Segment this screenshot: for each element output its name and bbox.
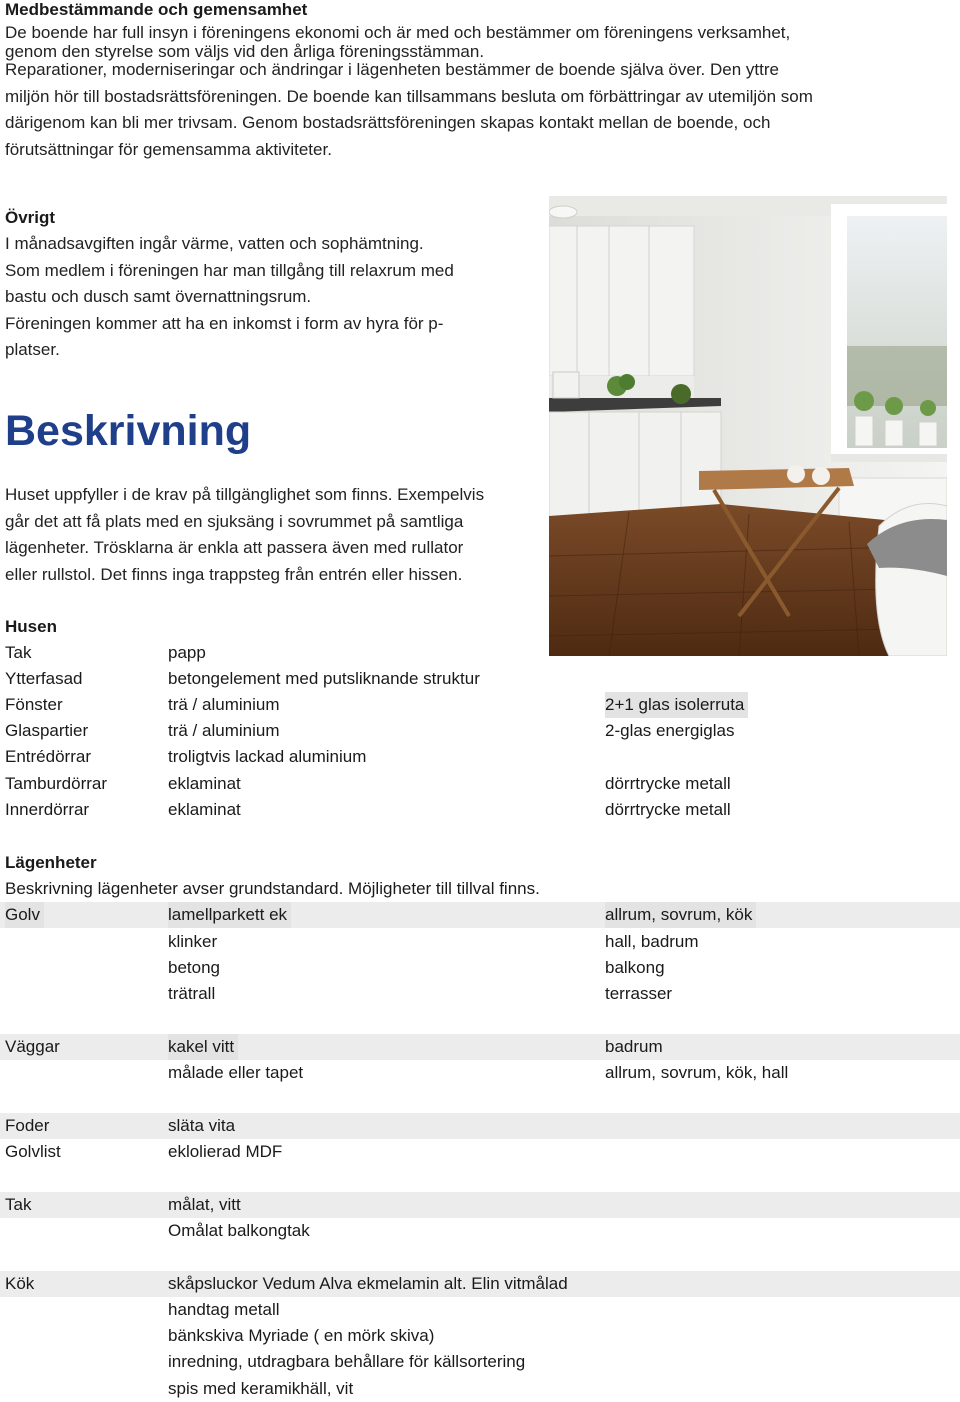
lag-row [0, 955, 960, 981]
text-line: bastu och dusch samt övernattningsrum. [5, 287, 312, 306]
husen-cell-c2: trä / aluminium [168, 695, 280, 714]
lag-cell-c3: balkong [605, 958, 665, 977]
lag-cell-c2: skåpsluckor Vedum Alva ekmelamin alt. Elin vitmålad [168, 1274, 568, 1293]
lag-cell-c3: badrum [605, 1037, 663, 1056]
husen-cell-c1: Glaspartier [5, 721, 89, 740]
text-line: eller rullstol. Det finns inga trappsteg från entrén eller hissen. [5, 564, 463, 584]
lag-cell-c1: Tak [5, 1195, 32, 1214]
husen-cell-c2: papp [168, 643, 206, 662]
beskrivning-text [5, 482, 484, 588]
husen-row [0, 771, 960, 797]
text-line: lägenheter. Trösklarna är enkla att passera även med rullator [5, 538, 464, 557]
husen-cell-c1: Ytterfasad [5, 669, 83, 688]
lagenheter-intro: Beskrivning lägenheter avser grundstandard. Möjligheter till tillval finns. [5, 879, 540, 898]
husen-row [0, 640, 960, 666]
section-heading-lagenheter: Lägenheter [5, 853, 97, 872]
husen-row [0, 666, 960, 692]
husen-cell-c1: Innerdörrar [5, 800, 90, 819]
husen-cell-c2: eklaminat [168, 800, 241, 819]
lag-cell-c2: kakel vitt [168, 1034, 238, 1060]
lag-cell-c1: Foder [5, 1116, 50, 1135]
lag-cell-c2: inredning, utdragbara behållare för källsortering [168, 1352, 526, 1371]
text-line: förutsättningar för gemensamma aktiviteter. [5, 139, 332, 159]
lag-row [0, 902, 960, 928]
lag-cell-c2: handtag metall [168, 1300, 280, 1319]
text-line: Föreningen kommer att ha en inkomst i form av hyra för p- [5, 313, 444, 333]
lag-cell-c2: lamellparkett ek [168, 902, 291, 928]
lag-cell-c1: Kök [5, 1274, 35, 1293]
husen-cell-c2: troligtvis lackad aluminium [168, 747, 367, 766]
lag-cell-c2: Omålat balkongtak [168, 1221, 310, 1240]
text-line: Huset uppfyller i de krav på tillgänglighet som finns. Exempelvis [5, 485, 485, 504]
lag-row [0, 1218, 960, 1244]
husen-row [0, 692, 960, 718]
husen-cell-c1: Fönster [5, 695, 63, 714]
text-line: Som medlem i föreningen har man tillgång till relaxrum med [5, 260, 454, 280]
text-line: platser. [5, 340, 60, 359]
husen-cell-c2: eklaminat [168, 774, 241, 793]
lag-row [0, 1113, 960, 1139]
section-heading-ovrigt: Övrigt [5, 208, 56, 227]
husen-cell-c2: trä / aluminium [168, 721, 280, 740]
medbestammande-text [5, 20, 813, 163]
husen-row [0, 744, 960, 770]
text-line: Reparationer, moderniseringar och ändringar i lägenheten bestämmer de boende själva över. Den yttre [5, 60, 779, 79]
text-line: genom den styrelse som väljs vid den årliga föreningsstämman. [5, 41, 485, 61]
lag-row [0, 1034, 960, 1060]
lag-cell-c2: trätrall [168, 984, 216, 1003]
lag-row [0, 1192, 960, 1218]
text-line: miljön hör till bostadsrättsföreningen. De boende kan tillsammans besluta om förbättringar av utemiljön som [5, 86, 813, 106]
lag-cell-c3: hall, badrum [605, 932, 699, 951]
lag-cell-c2: målat, vitt [168, 1195, 241, 1214]
lag-cell-c2: bänkskiva Myriade ( en mörk skiva) [168, 1326, 435, 1345]
lag-cell-c2: eklolierad MDF [168, 1142, 283, 1161]
husen-cell-c3: 2+1 glas isolerruta [605, 692, 748, 718]
section-heading-husen: Husen [5, 617, 57, 636]
husen-cell-c1: Entrédörrar [5, 747, 91, 766]
lag-cell-c2: klinker [168, 932, 218, 951]
husen-cell-c1: Tak [5, 643, 32, 662]
husen-cell-c1: Tamburdörrar [5, 774, 108, 793]
ovrigt-text [5, 231, 454, 364]
lag-row [0, 1139, 960, 1165]
lag-row [0, 981, 960, 1007]
husen-row [0, 718, 960, 744]
husen-cell-c3: dörrtrycke metall [605, 800, 731, 819]
lag-row [0, 1060, 960, 1086]
lag-cell-c3: allrum, sovrum, kök, hall [605, 1063, 789, 1082]
lag-cell-c2: målade eller tapet [168, 1063, 304, 1082]
lag-cell-c2: släta vita [168, 1116, 236, 1135]
lag-row [0, 1297, 960, 1323]
lag-cell-c1: Väggar [5, 1037, 60, 1056]
text-line: går det att få plats med en sjuksäng i sovrummet på samtliga [5, 511, 464, 531]
lag-cell-c2: betong [168, 958, 220, 977]
lag-row [0, 1323, 960, 1349]
text-line: I månadsavgiften ingår värme, vatten och sophämtning. [5, 234, 424, 253]
lag-row [0, 1376, 960, 1402]
apartment-photo [549, 196, 947, 656]
lag-cell-c3: allrum, sovrum, kök [605, 902, 756, 928]
section-heading-medbestammande: Medbestämmande och gemensamhet [5, 0, 308, 19]
lag-row [0, 1349, 960, 1375]
lag-row [0, 1271, 960, 1297]
lag-cell-c3: terrasser [605, 984, 673, 1003]
lag-cell-c2: spis med keramikhäll, vit [168, 1379, 354, 1398]
lag-cell-c1: Golv [5, 902, 44, 928]
text-line: därigenom kan bli mer trivsam. Genom bostadsrättsföreningen skapas kontakt mellan de boende, och [5, 113, 771, 132]
beskrivning-title: Beskrivning [5, 407, 252, 455]
husen-row [0, 797, 960, 823]
husen-cell-c3: 2-glas energiglas [605, 721, 735, 740]
lag-row [0, 929, 960, 955]
text-line: De boende har full insyn i föreningens ekonomi och är med och bestämmer om föreningens verksamhet, [5, 23, 791, 42]
lag-cell-c1: Golvlist [5, 1142, 61, 1161]
husen-cell-c3: dörrtrycke metall [605, 774, 731, 793]
husen-cell-c2: betongelement med putsliknande struktur [168, 669, 480, 688]
